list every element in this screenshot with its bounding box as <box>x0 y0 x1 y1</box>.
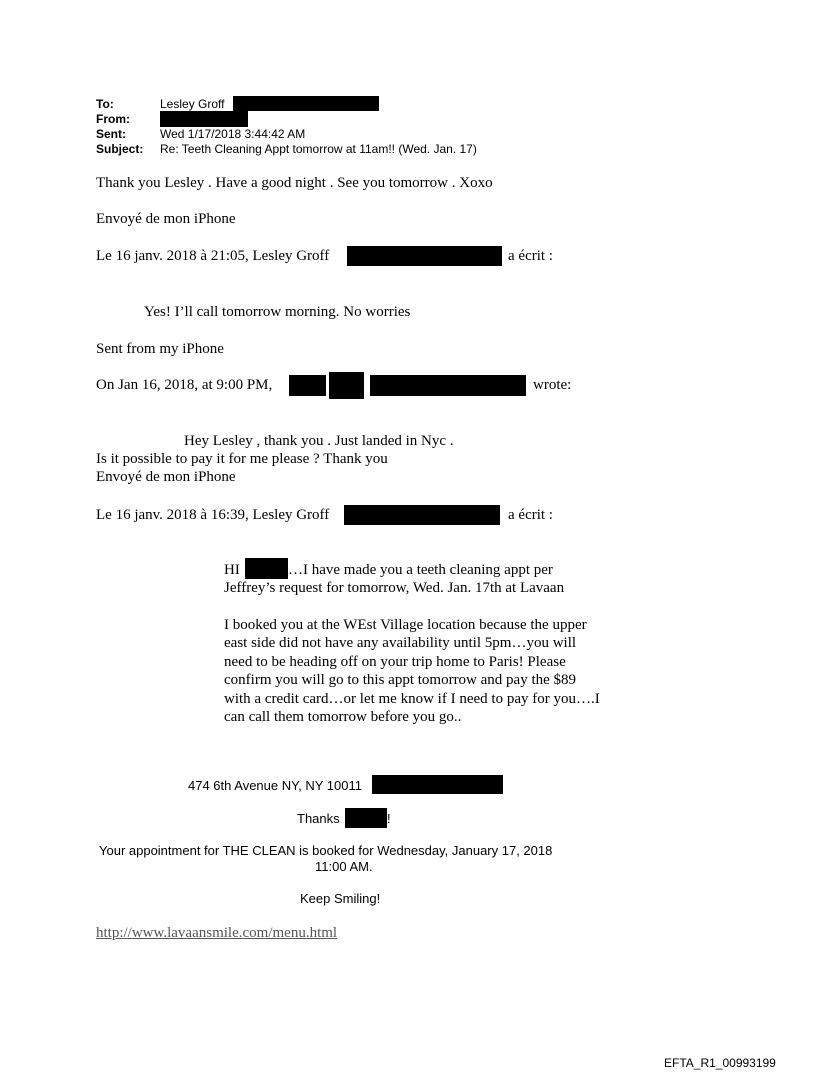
quote-intro: Le 16 janv. 2018 à 16:39, Lesley Groff <box>96 507 330 523</box>
signature-text: Envoyé de mon iPhone <box>96 469 236 485</box>
from-label: From: <box>96 112 130 126</box>
quote-intro-end: wrote: <box>533 377 572 393</box>
redaction-box <box>347 246 502 266</box>
signature-text: Sent from my iPhone <box>96 341 224 357</box>
redaction-box <box>289 375 326 396</box>
quote-intro-end: a écrit : <box>508 248 553 264</box>
closing-text: Keep Smiling! <box>300 891 381 906</box>
original-paragraph: I booked you at the WEst Village location because the upper east side did not have any availability until 5pm…you will need to be heading off on your trip home to Paris! Please confirm you will go to this appt tomorrow and pay the $89 with a credit card…or let me know if I need to pay for you….I can call them tomorrow before you go.. <box>224 617 600 726</box>
menu-link[interactable]: http://www.lavaansmile.com/menu.html <box>96 925 338 941</box>
to-label: To: <box>96 97 114 111</box>
address-text: 474 6th Avenue NY, NY 10011 <box>188 778 362 793</box>
redaction-box <box>160 111 248 127</box>
appointment-time: 11:00 AM. <box>315 859 373 874</box>
redaction-box <box>372 775 503 794</box>
reply-text: Thank you Lesley . Have a good night . See you tomorrow . Xoxo <box>96 175 493 191</box>
reply-text: Yes! I’ll call tomorrow morning. No worries <box>144 304 411 320</box>
redaction-box <box>233 96 379 111</box>
bates-number: EFTA_R1_00993199 <box>664 1056 776 1070</box>
subject-label: Subject: <box>96 142 144 156</box>
appointment-text: Your appointment for THE CLEAN is booked for Wednesday, January 17, 2018 <box>99 843 553 858</box>
redaction-box <box>344 505 500 525</box>
reply-text: Hey Lesley , thank you . Just landed in Nyc . <box>184 433 454 449</box>
redaction-box <box>370 375 526 396</box>
subject-value: Re: Teeth Cleaning Appt tomorrow at 11am!! (Wed. Jan. 17) <box>160 142 477 156</box>
original-paragraph: …I have made you a teeth cleaning appt per Jeffrey’s request for tomorrow, Wed. Jan. 17th at Lavaan <box>224 562 565 597</box>
quote-intro: Le 16 janv. 2018 à 21:05, Lesley Groff <box>96 248 330 264</box>
thanks-end: ! <box>387 811 391 826</box>
redaction-box <box>345 808 387 828</box>
quote-intro: On Jan 16, 2018, at 9:00 PM, <box>96 377 273 393</box>
reply-text: Is it possible to pay it for me please ? Thank you <box>96 451 388 467</box>
sent-label: Sent: <box>96 127 126 141</box>
greeting-text: HI <box>224 562 240 578</box>
signature-text: Envoyé de mon iPhone <box>96 211 236 227</box>
quote-intro-end: a écrit : <box>508 507 553 523</box>
to-value: Lesley Groff <box>160 97 225 111</box>
sent-value: Wed 1/17/2018 3:44:42 AM <box>160 127 306 141</box>
redaction-box <box>329 372 364 399</box>
thanks-text: Thanks <box>297 811 340 826</box>
